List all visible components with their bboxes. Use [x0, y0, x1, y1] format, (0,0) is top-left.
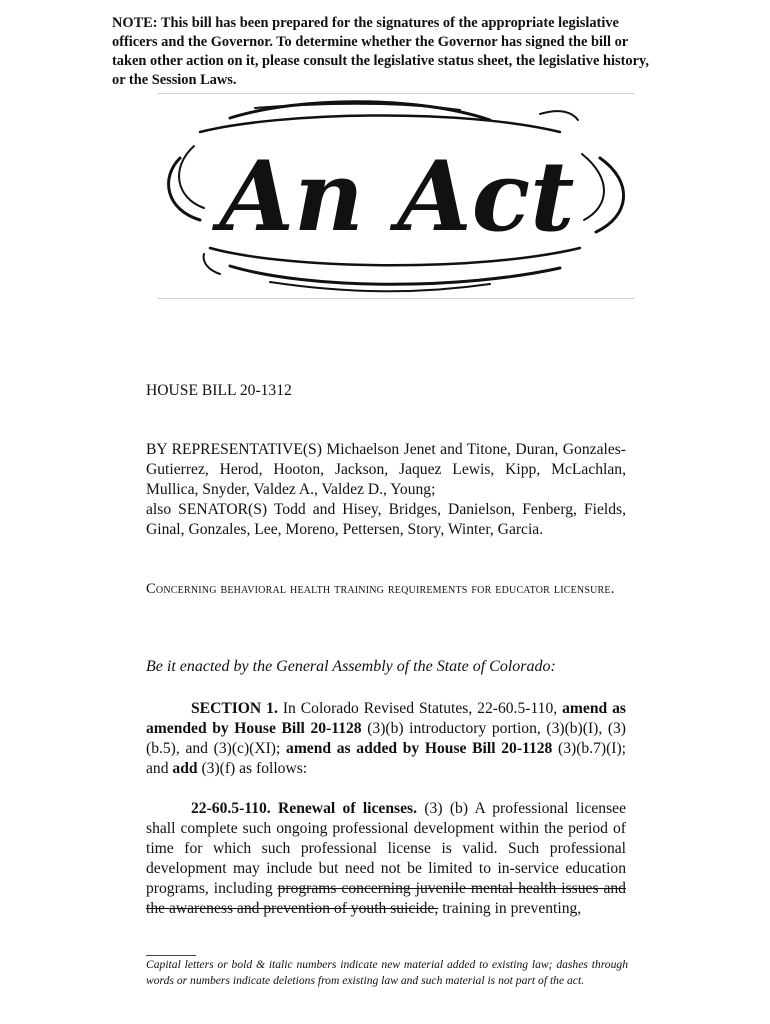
representatives: BY REPRESENTATIVE(S) Michaelson Jenet and Titone, Duran, Gonzales-Gutierrez, Herod, Hooton, Jackson, Jaquez Lewis, Kipp, McLachlan, Mullica, Snyder, Valdez A., Valdez D., Young;	[146, 441, 626, 498]
section-1-heading: SECTION 1.	[191, 700, 278, 717]
banner-top-rule	[158, 93, 634, 94]
statute-22-60-5-110	[146, 799, 626, 919]
an-act-banner	[160, 98, 634, 296]
statute-text-2: training in preventing,	[438, 900, 582, 917]
statute-text-1: (3) (b) A professional licensee shall complete such ongoing professional development within the period of time for which such professional license is valid. Such professional development may include but need not be limited to in-service education programs, including	[146, 800, 626, 897]
section-1-text-4: (3)(f) as follows:	[197, 760, 308, 777]
section-1	[146, 699, 626, 779]
signature-note: NOTE: This bill has been prepared for the signatures of the appropriate legislative officers and the Governor. To determine whether the Governor has signed the bill or taken other action on it, please consult the legislative status sheet, the legislative history, or the Session Laws.	[112, 15, 649, 88]
bill-title: Concerning behavioral health training requirements for educator licensure.	[146, 581, 615, 597]
senators: also SENATOR(S) Todd and Hisey, Bridges, Danielson, Fenberg, Fields, Ginal, Gonzales, Lee, Moreno, Pettersen, Story, Winter, Garcia.	[146, 501, 626, 538]
enacting-clause: Be it enacted by the General Assembly of the State of Colorado:	[146, 658, 556, 675]
section-1-amend-1: amend as amended by House Bill 20-1128	[146, 700, 626, 737]
section-1-amend-2: amend as added by House Bill 20-1128	[286, 740, 553, 757]
deleted-text: programs concerning juvenile mental health issues and the awareness and prevention of youth suicide,	[146, 880, 626, 917]
statute-heading: 22-60.5-110. Renewal of licenses.	[191, 800, 417, 817]
sponsors	[146, 440, 626, 540]
section-1-text-2: (3)(b) introductory portion, (3)(b)(I), (3)(b.5), and (3)(c)(XI);	[146, 720, 627, 757]
banner-bottom-rule	[158, 298, 634, 299]
bill-number: HOUSE BILL 20-1312	[146, 382, 292, 399]
section-1-text-3: (3)(b.7)(I); and	[146, 740, 626, 777]
footnote: Capital letters or bold & italic numbers indicate new material added to existing law; dashes through words or numbers indicate deletions from existing law and such material is not part of the act.	[146, 958, 628, 987]
banner-text: An Act	[219, 140, 575, 253]
footnote-rule	[146, 955, 196, 956]
section-1-add: add	[172, 760, 198, 777]
section-1-text-1: In Colorado Revised Statutes, 22-60.5-110,	[277, 700, 563, 717]
